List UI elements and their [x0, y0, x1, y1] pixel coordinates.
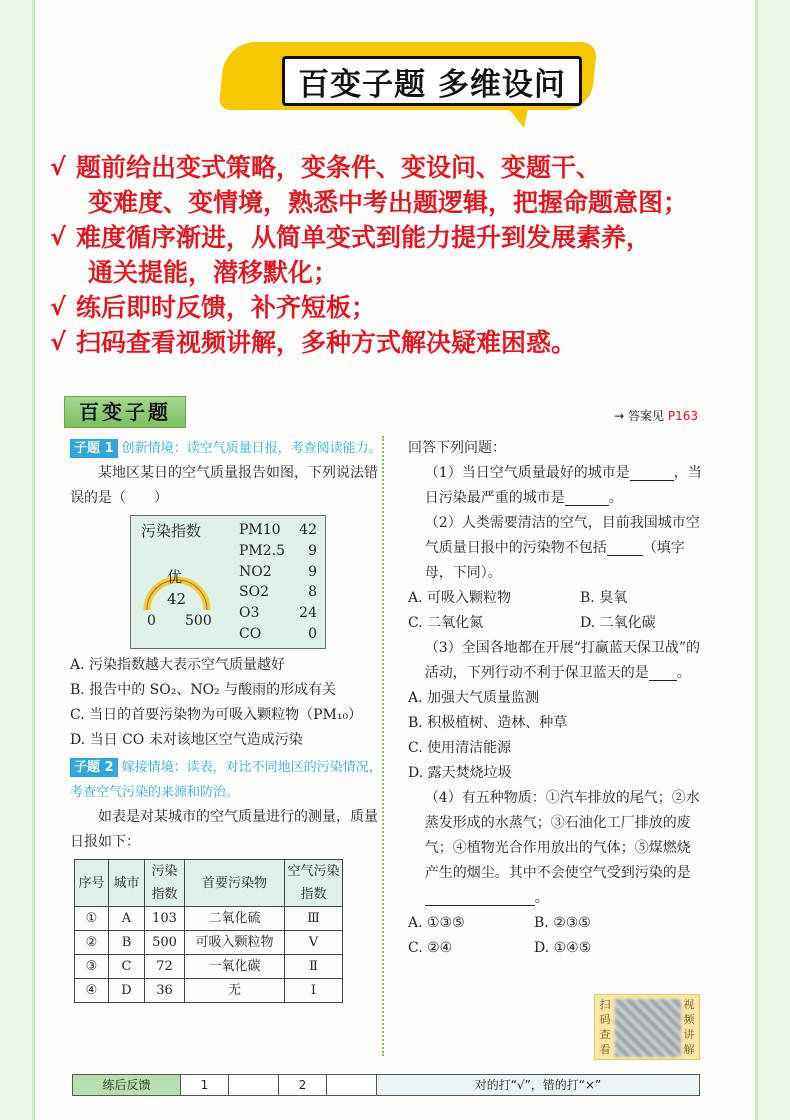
q2-sub3-option: C. 使用清洁能源	[408, 740, 512, 756]
banner	[222, 34, 602, 124]
table-row	[75, 955, 343, 979]
q1-title: 创新情境：	[121, 441, 187, 456]
column-divider	[382, 436, 384, 1056]
q1-label: 子题 1	[70, 439, 118, 458]
pollutant-value: 9	[308, 542, 317, 559]
aqi-value: 42	[167, 590, 187, 608]
q1-stem: 某地区某日的空气质量报告如图，下列说法错误的是（ ）	[70, 465, 378, 506]
feedback-mark-box[interactable]	[229, 1075, 279, 1095]
aqi-card	[130, 515, 326, 649]
q1-desc: 读空气质量日报，考查阅读能力。	[186, 441, 382, 456]
q2-sub2-text: （2）人类需要清洁的空气，目前我国城市空气质量日报中的污染物不包括	[424, 515, 700, 556]
feature-text-continued: 通关提能，潜移默化；	[88, 258, 339, 287]
q2-header	[70, 755, 382, 805]
feature-item	[48, 220, 748, 290]
aqi-title: 污染指数	[141, 522, 202, 540]
q2-sub4-option: A. ①③⑤	[408, 915, 465, 931]
pollutant-value: 8	[308, 584, 317, 601]
table-header: 空气污染指数	[285, 860, 343, 907]
answer-page: P163	[667, 409, 698, 423]
feedback-number: 2	[279, 1075, 327, 1095]
table-header: 序号	[75, 860, 109, 907]
answer-ref-text: → 答案见	[614, 409, 665, 423]
q2-stem: 如表是对某城市的空气质量进行的测量，质量日报如下：	[70, 809, 378, 850]
q2-label: 子题 2	[70, 758, 118, 777]
pollutant-value: 0	[308, 625, 317, 642]
q2-sub2-option: A. 可吸入颗粒物	[408, 590, 512, 606]
exercise-panel	[64, 396, 704, 1104]
q2-sub2-text-b: （填字母，下同）。	[424, 540, 685, 581]
q2-sub4-text: （4）有五种物质：①汽车排放的尾气；②水蒸发形成的水蒸气；③石油化工厂排放的废气；④植物光合作用放出的气体；⑤煤燃烧产生的烟尘。其中不会使空气受到污染的是	[424, 790, 700, 881]
feature-item	[48, 325, 748, 360]
table-header: 城市	[109, 860, 145, 907]
table-cell: D	[109, 979, 145, 1003]
table-cell: ②	[75, 931, 109, 955]
pollutant-name: SO2	[239, 584, 269, 601]
table-cell: ④	[75, 979, 109, 1003]
feature-text: 练后即时反馈，补齐短板；	[76, 293, 377, 322]
q2-sub1: （1）当日空气质量最好的城市是 ，当日污染最严重的城市是 。	[424, 465, 702, 506]
check-icon: √	[50, 223, 67, 251]
pollutant-name: O3	[239, 605, 260, 622]
qr-code-icon[interactable]	[615, 999, 681, 1057]
table-cell: Ⅲ	[285, 907, 343, 931]
table-header-row	[75, 860, 343, 907]
q1-option-d: D. 当日 CO 未对该地区空气造成污染	[70, 732, 303, 748]
answer-blank[interactable]	[565, 490, 609, 506]
qr-right-text: 视频讲解	[683, 998, 695, 1056]
table-cell: ③	[75, 955, 109, 979]
table-cell: 500	[145, 931, 185, 955]
table-cell: 一氧化碳	[185, 955, 285, 979]
q2-sub4-options-row	[408, 936, 702, 961]
feedback-note: 对的打“√”，错的打“×”	[377, 1075, 699, 1095]
table-row	[75, 931, 343, 955]
aqi-min: 0	[147, 613, 156, 629]
table-row	[75, 979, 343, 1003]
table-cell: 72	[145, 955, 185, 979]
table-cell: ①	[75, 907, 109, 931]
table-header: 污染指数	[145, 860, 185, 907]
table-cell: B	[109, 931, 145, 955]
q2-sub4-option: C. ②④	[408, 940, 453, 956]
q2-intro: 回答下列问题：	[408, 440, 506, 456]
check-icon: √	[50, 328, 67, 356]
left-column	[70, 436, 382, 1003]
feedback-bar	[72, 1074, 700, 1096]
pollutant-name: NO2	[239, 563, 272, 580]
answer-blank[interactable]	[425, 890, 535, 906]
table-cell: Ⅰ	[285, 979, 343, 1003]
q2-sub2-option: C. 二氧化氮	[408, 615, 484, 631]
q1-option-c: C. 当日的首要污染物为可吸入颗粒物（PM₁₀）	[70, 707, 363, 723]
pollutant-name: CO	[239, 625, 262, 642]
banner-box	[282, 56, 582, 106]
feedback-number: 1	[181, 1075, 229, 1095]
section-title: 百变子题	[64, 396, 186, 428]
q2-desc: 读表，对比不同地区的污染情况，考查空气污染的来源和防治。	[70, 760, 382, 800]
q2-sub3-option: B. 积极植树、造林、种草	[408, 715, 568, 731]
q2-sub3: （3）全国各地都在开展“打赢蓝天保卫战”的活动，下列行动不利于保卫蓝天的是 。	[424, 640, 701, 681]
q2-sub1-text: （1）当日空气质量最好的城市是	[424, 465, 630, 481]
right-column	[408, 436, 702, 961]
pollutant-name: PM10	[239, 522, 281, 538]
pollutant-value: 24	[299, 605, 317, 622]
q2-sub4-options-row	[408, 911, 702, 936]
q1-header	[70, 436, 382, 461]
feature-item	[48, 150, 748, 220]
qr-code-box[interactable]	[594, 994, 700, 1060]
table-cell: 103	[145, 907, 185, 931]
pollutant-values	[291, 520, 317, 645]
table-row	[75, 907, 343, 931]
aqi-max: 500	[185, 613, 212, 629]
banner-title: 百变子题 多维设问	[298, 66, 566, 103]
pollutant-name: PM2.5	[239, 542, 286, 559]
check-icon: √	[50, 293, 67, 321]
feature-text: 题前给出变式策略，变条件、变设问、变题干、	[76, 153, 602, 182]
aqi-level: 优	[167, 568, 183, 586]
feedback-mark-box[interactable]	[327, 1075, 377, 1095]
feature-item	[48, 290, 748, 325]
pollutant-names	[239, 520, 286, 645]
q2-sub2-options-row	[408, 586, 702, 611]
table-cell: 二氧化硫	[185, 907, 285, 931]
table-cell: Ⅴ	[285, 931, 343, 955]
answer-blank[interactable]	[649, 665, 677, 681]
feature-text: 难度循序渐进，从简单变式到能力提升到发展素养，	[76, 223, 652, 252]
check-icon: √	[50, 153, 67, 181]
q2-sub2-option: B. 臭氧	[580, 590, 628, 606]
q2-title: 嫁接情境：	[121, 760, 187, 775]
city-table	[74, 859, 343, 1003]
q2-sub3-option: A. 加强大气质量监测	[408, 690, 540, 706]
qr-left-text: 扫码查看	[599, 998, 611, 1056]
q2-sub4-option: B. ②③⑤	[534, 915, 591, 931]
table-cell: Ⅱ	[285, 955, 343, 979]
feature-text-continued: 变难度、变情境，熟悉中考出题逻辑，把握命题意图；	[88, 188, 689, 217]
q1-option-b: B. 报告中的 SO₂、NO₂ 与酸雨的形成有关	[70, 682, 337, 698]
table-cell: 无	[185, 979, 285, 1003]
q2-sub3-option: D. 露天焚烧垃圾	[408, 765, 512, 781]
q2-sub2-options-row	[408, 611, 702, 636]
feature-text: 扫码查看视频讲解，多种方式解决疑难困惑。	[76, 328, 577, 357]
table-cell: 可吸入颗粒物	[185, 931, 285, 955]
q2-sub1-text-b: ，当日污染最严重的城市是	[424, 465, 702, 506]
pollutant-value: 42	[299, 522, 317, 538]
q2-sub4-option: D. ①④⑤	[534, 940, 592, 956]
answer-reference	[614, 404, 698, 429]
table-cell: A	[109, 907, 145, 931]
feedback-label: 练后反馈	[73, 1075, 181, 1095]
q2-sub2	[408, 511, 702, 586]
answer-blank[interactable]	[607, 540, 643, 556]
q2-sub4: （4）有五种物质：①汽车排放的尾气；②水蒸发形成的水蒸气；③石油化工厂排放的废气；④植物光合作用放出的气体；⑤煤燃烧产生的烟尘。其中不会使空气受到污染的是。	[424, 790, 700, 906]
table-header: 首要污染物	[185, 860, 285, 907]
q1-option-a: A. 污染指数越大表示空气质量越好	[70, 657, 286, 673]
feature-list	[48, 150, 748, 360]
q2-sub2-option: D. 二氧化碳	[580, 615, 656, 631]
q2-sub3-text: （3）全国各地都在开展“打赢蓝天保卫战”的活动，下列行动不利于保卫蓝天的是	[424, 640, 701, 681]
pollutant-value: 9	[308, 563, 317, 580]
answer-blank[interactable]	[630, 465, 674, 481]
table-cell: C	[109, 955, 145, 979]
table-cell: 36	[145, 979, 185, 1003]
